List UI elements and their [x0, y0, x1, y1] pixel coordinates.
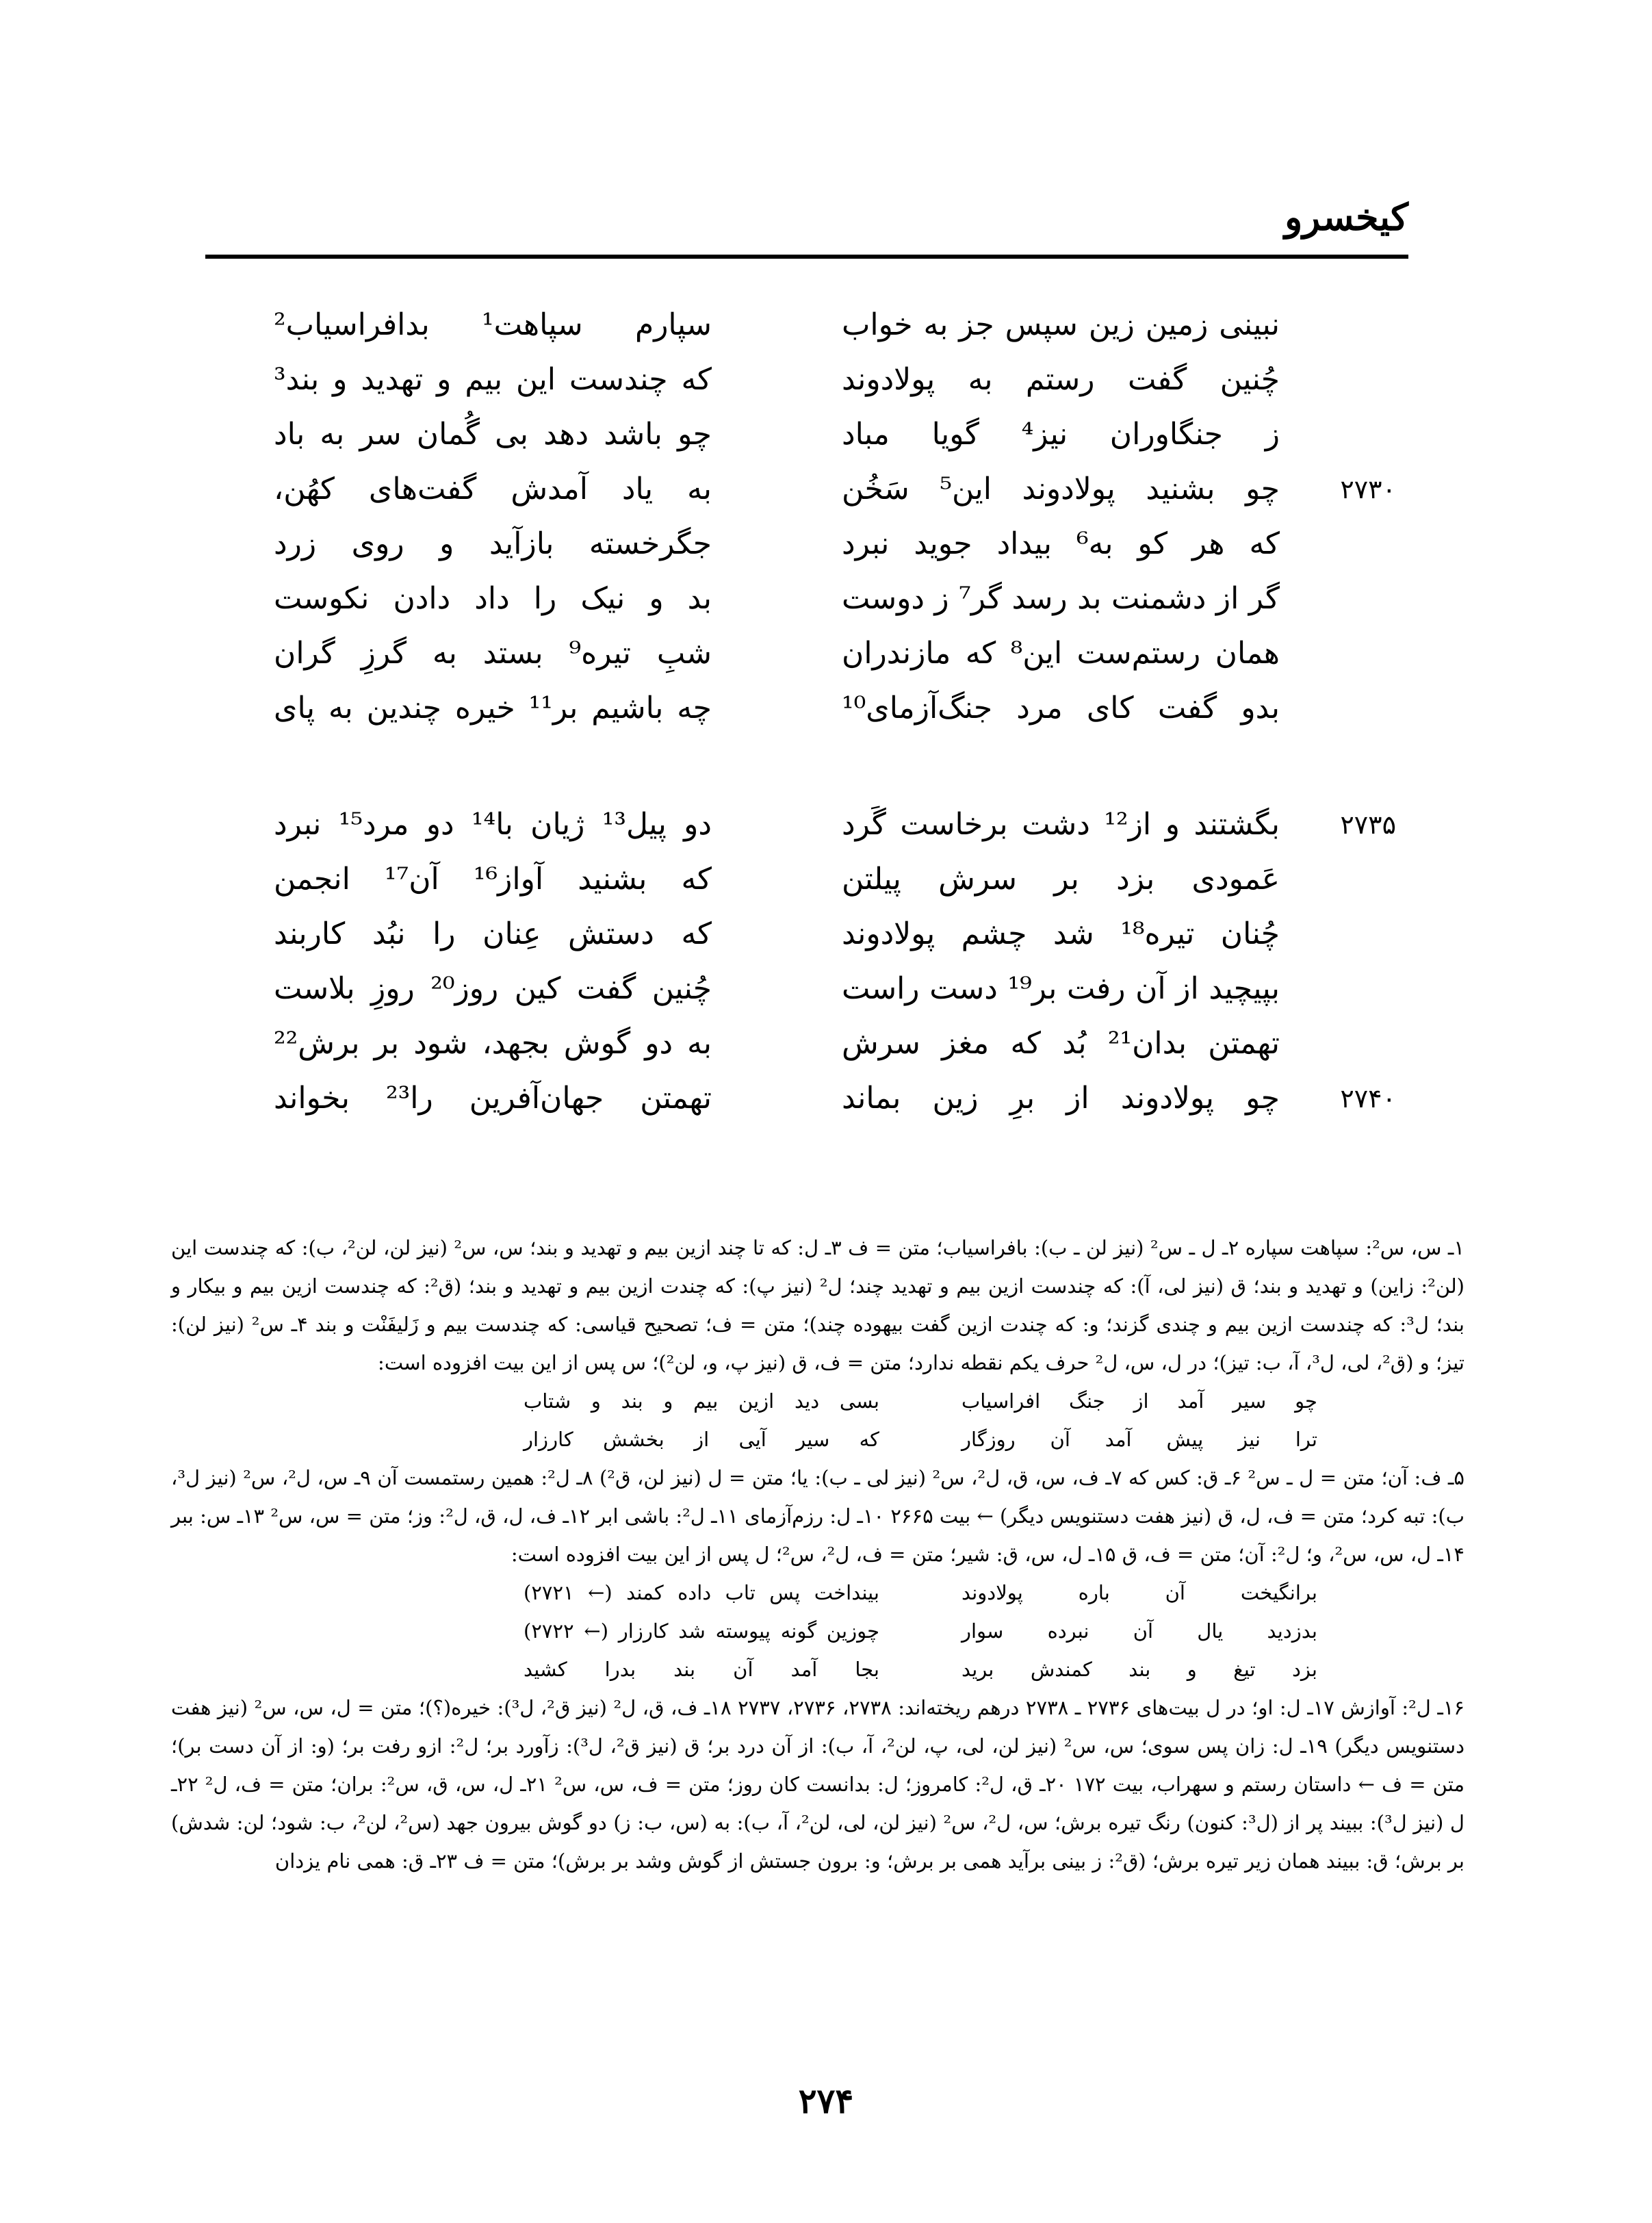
hemistich-second: به یاد آمدش گفت‌های کهُن،	[274, 472, 712, 506]
footnote-hemistich: بینداخت پس تاب داده کمند (← ۲۷۲۱)	[524, 1581, 879, 1604]
hemistich-second: تهمتن جهان‌آفرین را²³ بخواند	[274, 1081, 712, 1116]
verse-row	[274, 910, 1396, 958]
hemistich-second: جگرخسته بازآید و روی زرد	[274, 526, 712, 561]
footnote-hemistich: بزد تیغ و بند کمندش برید	[961, 1658, 1317, 1681]
footnote-paragraph: ۱۶ـ ل²: آوازش ۱۷ـ ل: او؛ در ل بیت‌های ۲۷۳۶ ـ ۲۷۳۸ درهم ریخته‌اند: ۲۷۳۸، ۲۷۳۶، ۲۷۳۷ ۱۸ـ ف، ق، ل² (نیز ق²، ل³): خیره(؟)؛ متن = ل، س، س² (نیز هفت دستنویس دیگر) ۱۹ـ ل: زان پس سوی؛ س، س² (نیز لن، لی، پ، لن²، آ، ب): از آن درد بر؛ ق (نیز ق²، ل³): زآورد بر؛ ل²: ازو رفت بر؛ (و: از آن دست بر)؛ متن = ف ← داستان رستم و سهراب، بیت ۱۷۲ ۲۰ـ ق، ل²: کامروز؛ ل: بدانست کان روز؛ متن = ف، س، س² ۲۱ـ ل، س، ق، س²: بران؛ متن = ف، ل² ۲۲ـ ل (نیز ل³): ببیند پر از (ل³: کنون) رنگ تیره برش؛ س، ل²، س² (نیز لن، لی، لن²، آ، ب): به (س، ب: ز) دو گوش بیرون جهد (س²، لن²، ب: شود؛ لن: شدش) بر برش؛ ق: ببیند همان زیر تیره برش؛ (ق²: ز بینی برآید همی بر برش؛ و: برون جستش از گوش وشد بر برش)؛ متن = ف ۲۳ـ ق: همی نام یزدان	[171, 1696, 1465, 1873]
verse-row	[274, 1075, 1396, 1122]
footnote-verse	[171, 1573, 1464, 1612]
verse-row	[274, 411, 1396, 459]
hemistich-second: به دو گوش بجهد، شود بر برش²²	[274, 1026, 712, 1061]
hemistich-first: بپیچید از آن رفت بر¹⁹ دست راست	[842, 971, 1280, 1006]
hemistich-first: چُنان تیره¹⁸ شد چشم پولادوند	[842, 916, 1280, 951]
hemistich-second: که چندست این بیم و تهدید و بند³	[274, 362, 712, 397]
footnote-hemistich: بدزدید یال آن نبرده سوار	[961, 1619, 1317, 1643]
verse-row	[274, 965, 1396, 1013]
verse-row	[274, 356, 1396, 404]
footnote-verse	[171, 1420, 1464, 1459]
header-rule	[205, 255, 1408, 259]
line-number: ۲۷۳۰	[1340, 474, 1396, 504]
footnote-verse	[171, 1650, 1464, 1688]
hemistich-second: بد و نیک را داد دادن نکوست	[274, 581, 712, 616]
footnote-hemistich: که سیر آیی از بخشش کارزار	[524, 1428, 879, 1451]
hemistich-first: چو بشنید پولادوند این⁵ سَخُن	[842, 472, 1280, 506]
verse-row	[274, 856, 1396, 903]
verse-row	[274, 630, 1396, 678]
hemistich-second: چه باشیم بر¹¹ خیره چندین به پای	[274, 691, 712, 725]
hemistich-second: چُنین گفت کین روز²⁰ روزِ بلاست	[274, 971, 712, 1006]
line-number: ۲۷۴۰	[1340, 1083, 1396, 1114]
hemistich-first: بگشتند و از¹² دشت برخاست گَرد	[842, 807, 1280, 842]
footnote-hemistich: ترا نیز پیش آمد آن روزگار	[961, 1428, 1317, 1451]
footnote-hemistich: چوزین گونه پیوسته شد کارزار (← ۲۷۲۲)	[524, 1619, 879, 1643]
hemistich-first: چُنین گفت رستم به پولادوند	[842, 362, 1280, 397]
hemistich-second: سپارم سپاهت¹ بدافراسیاب²	[274, 307, 712, 342]
footnote-hemistich: بجا آمد آن بند بدرا کشید	[524, 1658, 879, 1681]
footnotes	[171, 1229, 1464, 1880]
footnote-paragraph: ۵ـ ف: آن؛ متن = ل ـ س² ۶ـ ق: کس که ۷ـ ف، س، ق، ل²، س² (نیز لی ـ ب): یا؛ متن = ل (نیز لن، ق²) ۸ـ ل²: همین رستمست آن ۹ـ س، ل²، س² (نیز ل³، ب): تبه کرد؛ متن = ف، ل، ق (نیز هفت دستنویس دیگر) ← بیت ۲۶۶۵ ۱۰ـ ل: رزم‌آزمای ۱۱ـ ل²: باشی ابر ۱۲ـ ف، ل، ق، ل²: وز؛ متن = س، س² ۱۳ـ س: ببر ۱۴ـ ل، س، س²، و؛ ل²: آن؛ متن = ف، ق ۱۵ـ ل، س، ق: شیر؛ متن = ف، ل²، س²؛ ل پس از این بیت افزوده است:	[171, 1466, 1465, 1566]
footnote-paragraph: ۱ـ س، س²: سپاهت سپاره ۲ـ ل ـ س² (نیز لن ـ ب): بافراسیاب؛ متن = ف ۳ـ ل: که تا چند ازین بیم و تهدید و بند؛ س، س² (نیز لن، لن²، ب): که چندست این (لن²: زاین) و تهدید و بند؛ ق (نیز لی، آ): که چندست ازین بیم و تهدید چند؛ ل² (نیز پ): که چندت ازین بیم و تهدید و بند؛ (ق²: که چندست ازین بیم و بیکار و بند؛ ل³: که چندست ازین بیم و چندی گزند؛ و: که چندت ازین گفت بیهوده چند)؛ متن = ف؛ تصحیح قیاسی: که چندست بیم و زَلیفَنْت و بند ۴ـ س² (نیز لن): تیز؛ و (ق²، لی، ل³، آ، ب: تیز)؛ در ل، س، ل² حرف یکم نقطه ندارد؛ متن = ف، ق (نیز پ، و، لن²)؛ س پس از این بیت افزوده است:	[171, 1236, 1464, 1374]
verse-row	[274, 684, 1396, 732]
verse-row	[274, 465, 1396, 513]
page-header-title: کیخسرو	[1285, 195, 1408, 239]
hemistich-second: چو باشد دهد بی گُمان سر به باد	[274, 417, 712, 452]
verse-row	[274, 1020, 1396, 1068]
verse-row	[274, 301, 1396, 349]
footnote-hemistich: چو سیر آمد از جنگ افراسیاب	[961, 1389, 1317, 1413]
hemistich-first: که هر کو به⁶ بیداد جوید نبرد	[842, 526, 1280, 561]
hemistich-second: شبِ تیره⁹ بستد به گرزِ گران	[274, 636, 712, 671]
footnote-verse	[171, 1382, 1464, 1420]
hemistich-first: ز جنگاوران نیز⁴ گویا مباد	[842, 417, 1280, 452]
line-number: ۲۷۳۵	[1340, 810, 1396, 840]
footnote-hemistich: بسی دید ازین بیم و بند و شتاب	[524, 1389, 879, 1413]
hemistich-first: همان رستم‌ست این⁸ که مازندران	[842, 636, 1280, 671]
hemistich-second: دو پیل¹³ ژیان با¹⁴ دو مرد¹⁵ نبرد	[274, 807, 712, 842]
page-number: ۲۷۴	[798, 2081, 854, 2121]
hemistich-first: نبینی زمین زین سپس جز به خواب	[842, 307, 1280, 342]
footnote-verse	[171, 1612, 1464, 1650]
hemistich-first: تهمتن بدان²¹ بُد که مغز سرش	[842, 1026, 1280, 1061]
hemistich-first: عَمودی بزد بر سرش پیلتن	[842, 862, 1280, 897]
verse-row	[274, 520, 1396, 568]
verse-row	[274, 575, 1396, 623]
verse-row	[274, 801, 1396, 849]
hemistich-first: گر از دشمنت بد رسد گر⁷ ز دوست	[842, 581, 1280, 616]
hemistich-first: بدو گفت کای مرد جنگ‌آزمای¹⁰	[842, 691, 1280, 725]
hemistich-second: که بشنید آواز¹⁶ آن¹⁷ انجمن	[274, 862, 712, 897]
hemistich-first: چو پولادوند از برِ زین بماند	[842, 1081, 1280, 1116]
hemistich-second: که دستش عِنان را نبُد کاربند	[274, 916, 712, 951]
footnote-hemistich: برانگیخت آن باره پولادوند	[961, 1581, 1317, 1604]
